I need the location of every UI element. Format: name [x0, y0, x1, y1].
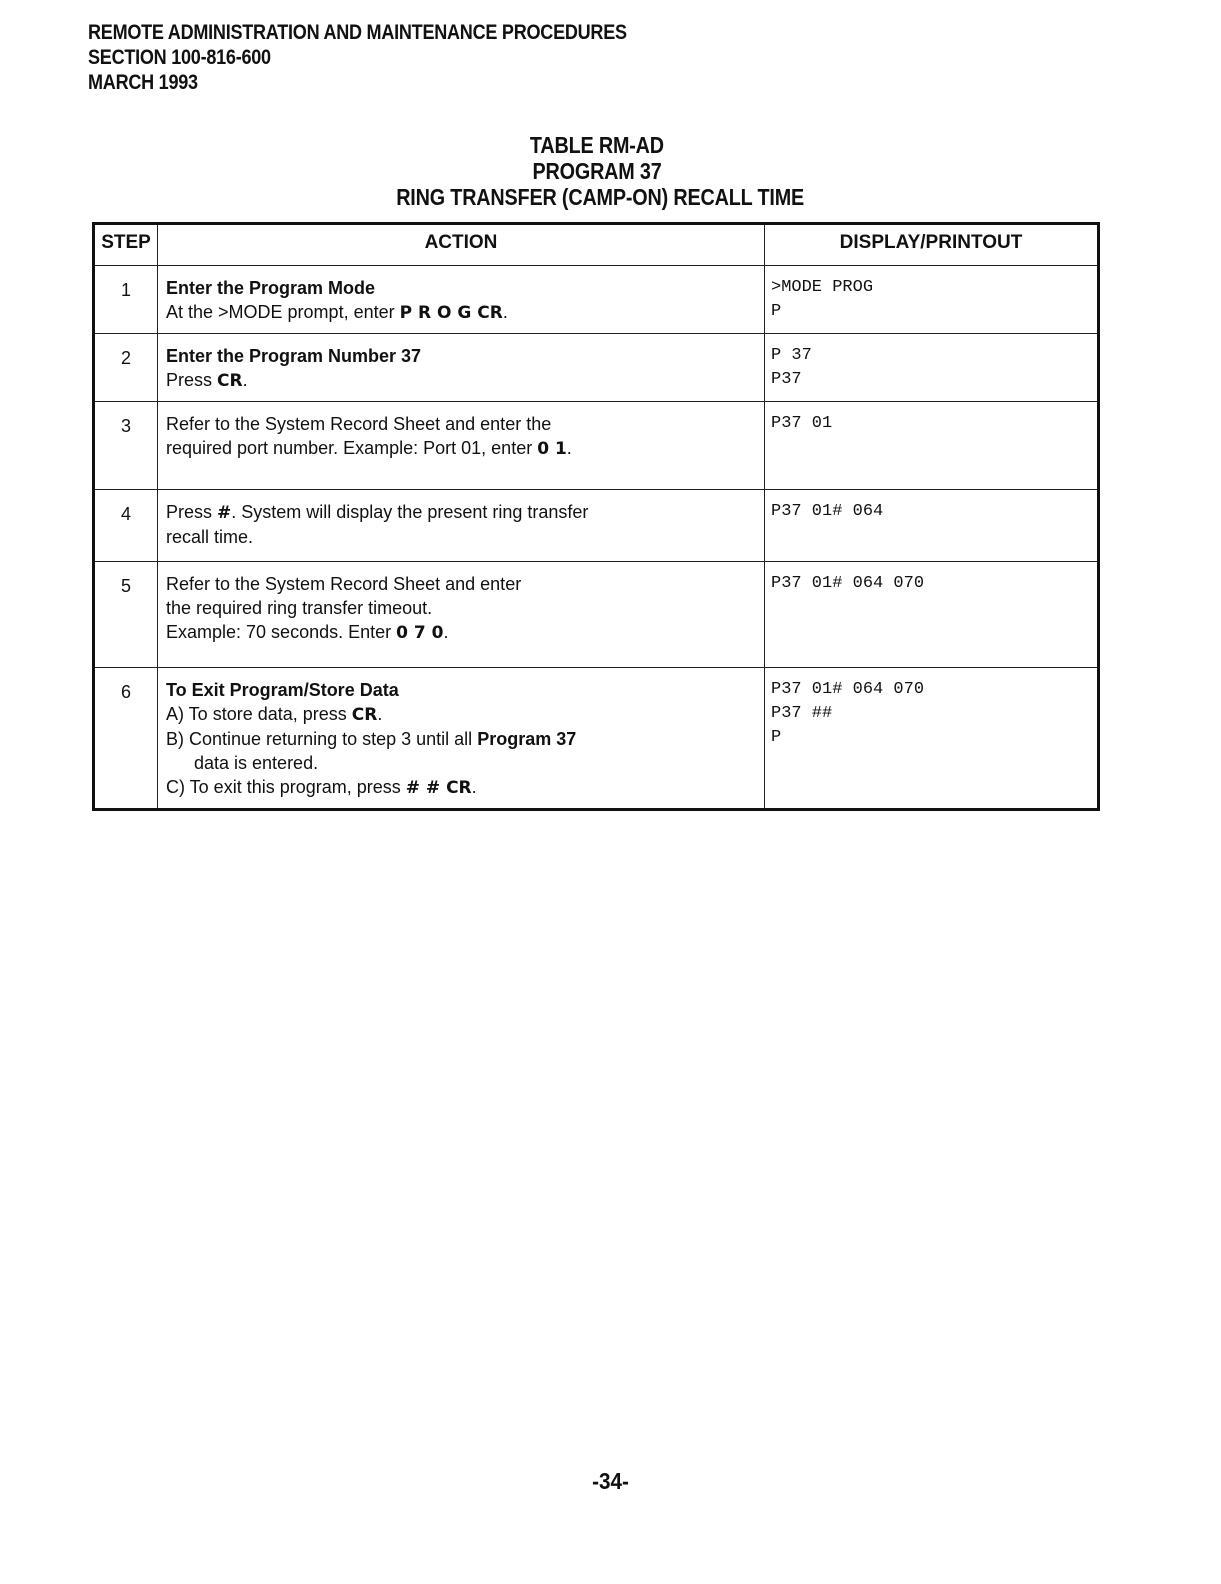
step-number: 3 [94, 402, 158, 490]
display-line: P37 ## [771, 704, 833, 723]
table-row [94, 266, 1099, 334]
step-text: data is entered. [194, 753, 319, 773]
key-sequence: 0 7 0 [396, 623, 444, 643]
step-title: Enter the Program Number 37 [166, 346, 422, 366]
table-row [94, 334, 1099, 402]
key-sequence: CR [217, 371, 243, 391]
step-text: At the >MODE prompt, enter [166, 302, 400, 322]
key-sequence: 0 1 [537, 439, 567, 459]
step-text: Refer to the System Record Sheet and enter [166, 574, 522, 594]
step-number: 4 [94, 490, 158, 562]
table-row [94, 490, 1099, 562]
step-number: 6 [94, 668, 158, 810]
step-number: 5 [94, 562, 158, 668]
display-line: P37 01 [771, 414, 833, 433]
step-text: recall time. [166, 527, 254, 547]
step-number: 2 [94, 334, 158, 402]
step-text: . System will display the present ring transfer [231, 502, 589, 522]
display-line: P [771, 302, 782, 321]
step-display [765, 402, 1099, 490]
display-line: P37 01# 064 [771, 502, 884, 521]
step-text: the required ring transfer timeout. [166, 598, 433, 618]
step-display [765, 490, 1099, 562]
program-reference: Program 37 [477, 729, 577, 749]
step-display [765, 562, 1099, 668]
step-text: Example: 70 seconds. Enter [166, 622, 397, 642]
step-text: B) Continue returning to step 3 until all [166, 729, 478, 749]
table-header-row [94, 224, 1099, 266]
step-text: required port number. Example: Port 01, enter [166, 438, 538, 458]
table-row [94, 562, 1099, 668]
page-number: -34- [592, 1468, 629, 1494]
display-line: >MODE PROG [771, 278, 874, 297]
step-display [765, 334, 1099, 402]
step-action [158, 334, 765, 402]
step-text-end: . [566, 438, 572, 458]
step-title: To Exit Program/Store Data [166, 680, 399, 700]
header-line-title: REMOTE ADMINISTRATION AND MAINTENANCE PROCEDURES [88, 21, 627, 44]
header-step: STEP [94, 224, 158, 266]
step-text-end: . [502, 302, 508, 322]
display-line: P [771, 728, 782, 747]
procedure-table [92, 222, 1100, 811]
step-number: 1 [94, 266, 158, 334]
table-row [94, 402, 1099, 490]
step-text: A) To store data, press [166, 704, 352, 724]
key-sequence: # [217, 503, 232, 523]
display-line: P37 01# 064 070 [771, 574, 925, 593]
step-display [765, 668, 1099, 810]
step-action [158, 490, 765, 562]
table-title-line3: RING TRANSFER (CAMP-ON) RECALL TIME [396, 184, 804, 210]
step-text: Refer to the System Record Sheet and enter the [166, 414, 552, 434]
table-title [95, 132, 1105, 210]
step-action [158, 668, 765, 810]
display-line: P 37 [771, 346, 812, 365]
step-action [158, 402, 765, 490]
step-text: Press [166, 370, 218, 390]
step-text-end: . [443, 622, 449, 642]
step-text: C) To exit this program, press [166, 777, 406, 797]
step-title: Enter the Program Mode [166, 278, 376, 298]
step-text-end: . [377, 704, 383, 724]
key-sequence: P R O G CR [399, 303, 503, 323]
step-action [158, 266, 765, 334]
header-action: ACTION [158, 224, 765, 266]
display-line: P37 01# 064 070 [771, 680, 925, 699]
display-line: P37 [771, 370, 802, 389]
header-line-section: SECTION 100-816-600 [88, 46, 271, 69]
header-display: DISPLAY/PRINTOUT [765, 224, 1099, 266]
table-row [94, 668, 1099, 810]
step-text-end: . [471, 777, 477, 797]
key-sequence: # # CR [405, 778, 472, 798]
step-text: Press [166, 502, 218, 522]
step-action [158, 562, 765, 668]
document-header [88, 20, 627, 95]
header-line-date: MARCH 1993 [88, 71, 198, 94]
step-text-end: . [242, 370, 248, 390]
step-display [765, 266, 1099, 334]
table-title-line2: PROGRAM 37 [532, 158, 662, 184]
table-title-line1: TABLE RM-AD [529, 132, 664, 158]
key-sequence: CR [351, 705, 378, 725]
